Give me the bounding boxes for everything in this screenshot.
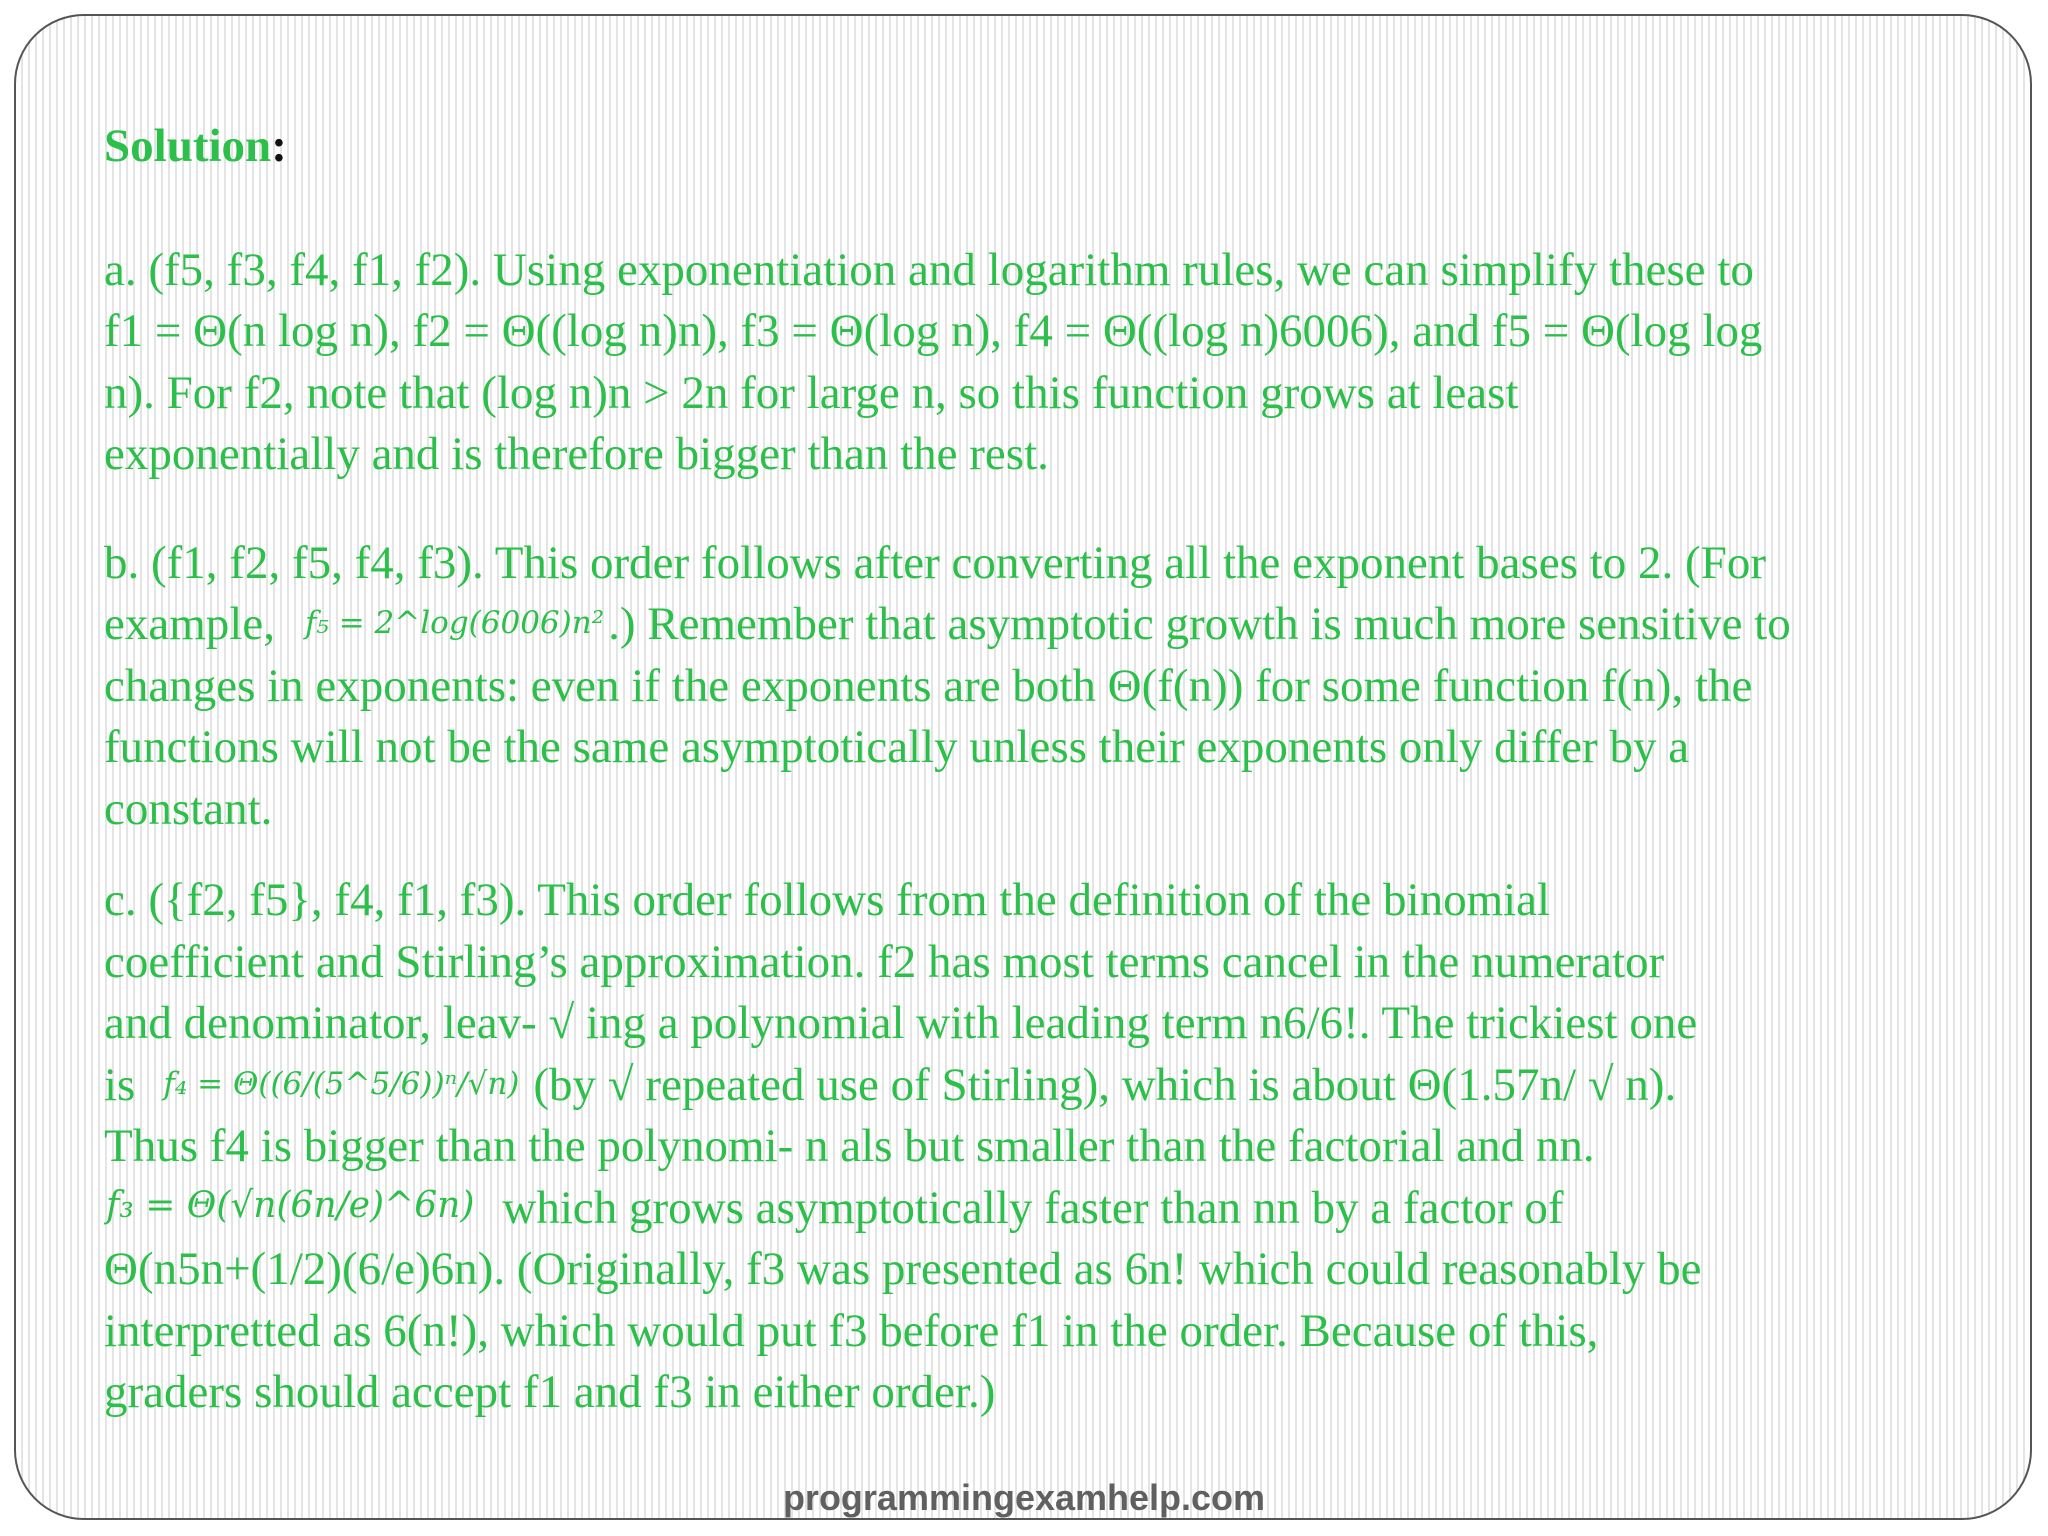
f5-formula-image: f₅ = 2^log(6006)n² — [304, 605, 605, 641]
part-a-line: n). For f2, note that (log n)n > 2n for large n, so this function grows at least — [104, 366, 1519, 419]
part-c-f4-prefix: is — [104, 1058, 136, 1111]
f3-formula-image: f₃ = Θ(√n(6n/e)^6n) — [106, 1184, 475, 1226]
part-c-line: and denominator, leav- √ ing a polynomial with leading term n6/6!. The trickiest one — [104, 997, 1698, 1049]
part-b-line: changes in exponents: even if the exponents are both Θ(f(n)) for some function f(n), the — [104, 659, 1753, 712]
part-c-line: coefficient and Stirling’s approximation. f2 has most terms cancel in the numerator — [104, 935, 1665, 988]
footer-watermark: programmingexamhelp.com — [782, 1477, 1266, 1518]
part-b-example-suffix: .) Remember that asymptotic growth is much more sensitive to — [608, 598, 1791, 650]
part-c-f4-suffix: (by √ repeated use of Stirling), which is about Θ(1.57n/ √ n). — [533, 1058, 1677, 1111]
part-c-f3-line — [104, 1178, 1954, 1240]
part-c-paragraph — [104, 870, 1954, 1424]
part-c-line: interpretted as 6(n!), which would put f3 before f1 in the order. Because of this, — [104, 1304, 1599, 1357]
part-c-f4-line — [104, 1055, 1954, 1117]
part-b-line: constant. — [104, 782, 273, 835]
part-b-example-line — [104, 594, 1954, 656]
part-b-example-prefix: example, — [104, 598, 275, 650]
part-b-line: b. (f1, f2, f5, f4, f3). This order follows after converting all the exponent bases to 2. (For — [104, 536, 1766, 589]
slide-content — [104, 116, 1954, 1424]
part-c-line: c. ({f2, f5}, f4, f1, f3). This order follows from the definition of the binomial — [104, 874, 1551, 926]
part-a-line: f1 = Θ(n log n), f2 = Θ((log n)n), f3 = Θ(log n), f4 = Θ((log n)6006), and f5 = Θ(log log — [104, 305, 1763, 357]
part-c-line: Θ(n5n+(1/2)(6/e)6n). (Originally, f3 was presented as 6n! which could reasonably be — [104, 1243, 1702, 1295]
part-b-line: functions will not be the same asymptotically unless their exponents only differ by a — [104, 721, 1690, 773]
part-a-paragraph — [104, 240, 1954, 486]
heading-colon: : — [271, 120, 287, 172]
part-a-line: exponentially and is therefore bigger than the rest. — [104, 428, 1049, 480]
part-c-line: graders should accept f1 and f3 in either order.) — [104, 1366, 996, 1418]
part-c-f3-suffix: which grows asymptotically faster than nn by a factor of — [502, 1181, 1564, 1234]
solution-heading — [104, 116, 1954, 178]
f4-formula-image: f₄ = Θ((6/(5^5/6))ⁿ/√n) — [163, 1065, 520, 1102]
heading-label: Solution — [104, 120, 272, 172]
slide — [14, 14, 2032, 1520]
part-b-paragraph — [104, 533, 1954, 841]
part-c-line: Thus f4 is bigger than the polynomi- n als but smaller than the factorial and nn. — [104, 1120, 1595, 1172]
part-a-line: a. (f5, f3, f4, f1, f2). Using exponentiation and logarithm rules, we can simplify these to — [104, 243, 1754, 296]
